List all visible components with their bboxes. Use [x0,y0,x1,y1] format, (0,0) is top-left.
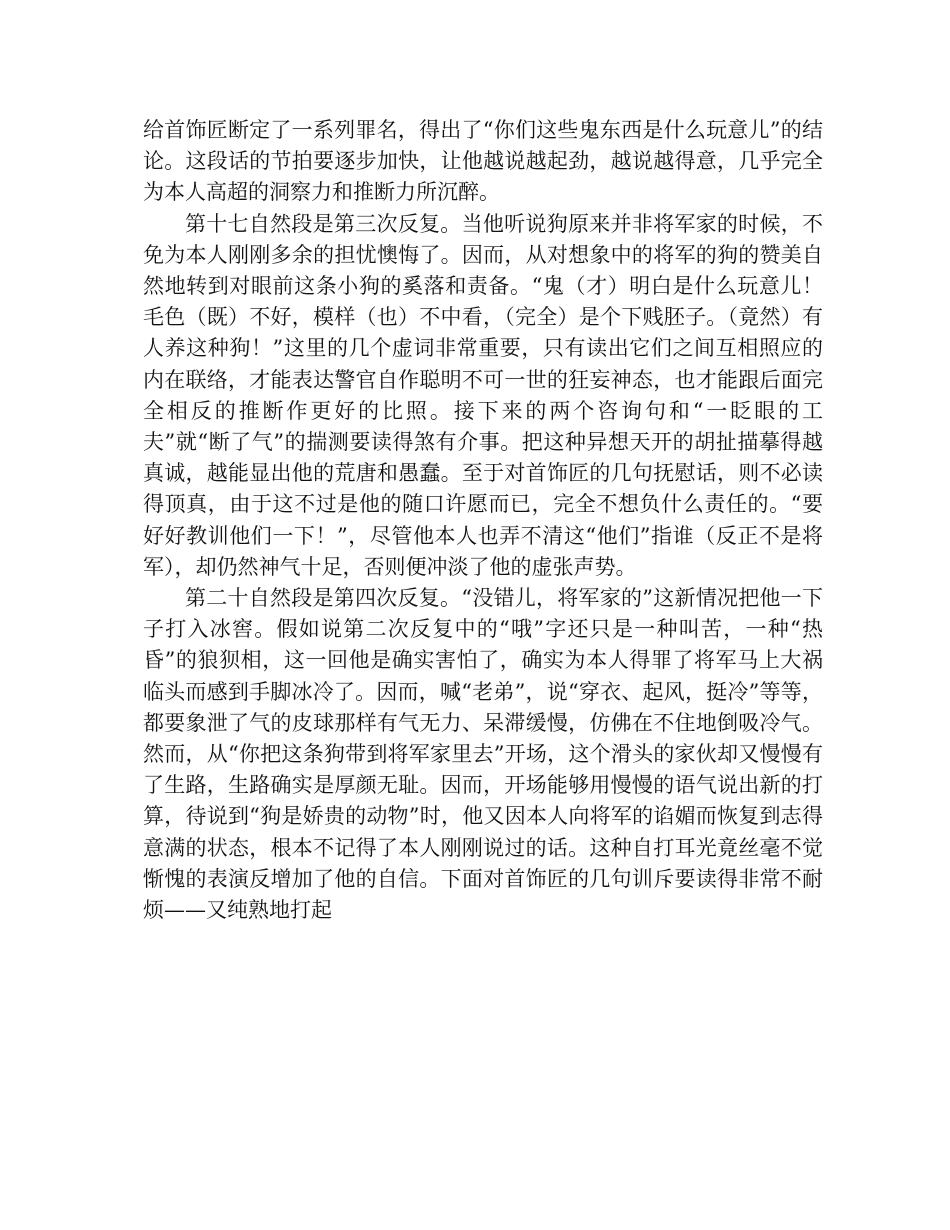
paragraph-3: 第二十自然段是第四次反复。“没错儿，将军家的”这新情况把他一下子打入冰窖。假如说第二次反复中的“哦”字还只是一种叫苦，一种“热昏”的狼狈相，这一回他是确实害怕了，确实为本人得罪了将军马上大祸临头而感到手脚冰冷了。因而，喊“老弟”，说“穿衣、起风，挺冷”等等，都要象泄了气的皮球那样有气无力、呆滞缓慢，仿佛在不住地倒吸冷气。然而，从“你把这条狗带到将军家里去”开场，这个滑头的家伙却又慢慢有了生路，生路确实是厚颜无耻。因而，开场能够用慢慢的语气说出新的打算，待说到“狗是娇贵的动物”时，他又因本人向将军的谄媚而恢复到志得意满的状态，根本不记得了本人刚刚说过的话。这种自打耳光竟丝毫不觉惭愧的表演反增加了他的自信。下面对首饰匠的几句训斥要读得非常不耐烦——又纯熟地打起 [143,586,823,923]
paragraph-2: 第十七自然段是第三次反复。当他听说狗原来并非将军家的时候，不免为本人刚刚多余的担忧懊悔了。因而，从对想象中的将军的狗的赞美自然地转到对眼前这条小狗的奚落和责备。“鬼（才）明白是什么玩意儿！毛色（既）不好，模样（也）不中看，（完全）是个下贱胚子。（竟然）有人养这种狗！”这里的几个虚词非常重要，只有读出它们之间互相照应的内在联络，才能表达警官自作聪明不可一世的狂妄神态，也才能跟后面完全相反的推断作更好的比照。接下来的两个咨询句和“一眨眼的工夫”就“断了气”的揣测要读得煞有介事。把这种异想天开的胡扯描摹得越真诚，越能显出他的荒唐和愚蠢。至于对首饰匠的几句抚慰话，则不必读得顶真，由于这不过是他的随口许愿而已，完全不想负什么责任的。“要好好教训他们一下！”，尽管他本人也弄不清这“他们”指谁（反正不是将军），却仍然神气十足，否则便冲淡了他的虚张声势。 [143,211,823,579]
paragraph-1: 给首饰匠断定了一系列罪名，得出了“你们这些鬼东西是什么玩意儿”的结论。这段话的节拍要逐步加快，让他越说越起劲，越说越得意，几乎完全为本人高超的洞察力和推断力所沉醉。 [143,118,823,205]
document-body [143,115,823,926]
